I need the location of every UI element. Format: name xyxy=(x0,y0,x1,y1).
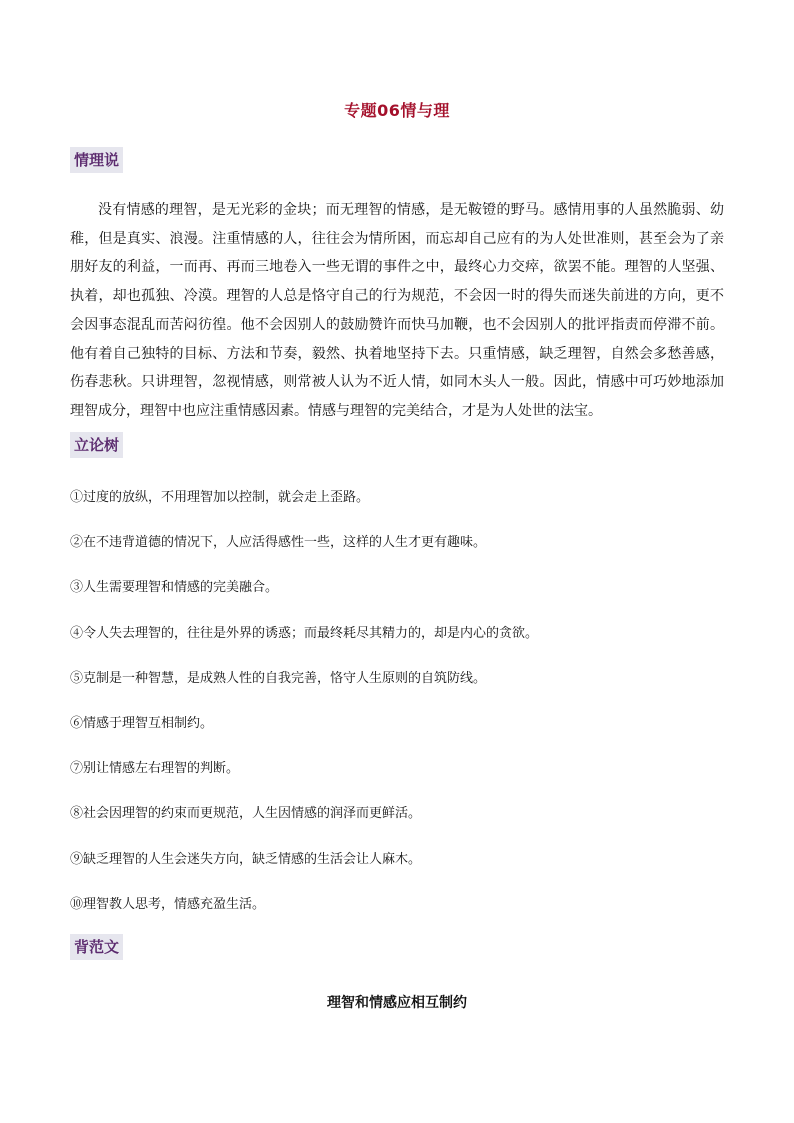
thesis-list xyxy=(70,488,730,940)
section-heading-thesis: 立论树 xyxy=(70,432,123,458)
thesis-item: ①过度的放纵，不用理智加以控制，就会走上歪路。 xyxy=(70,490,370,505)
page-title: 专题06情与理 xyxy=(344,101,450,120)
thesis-item: ⑤克制是一种智慧，是成熟人性的自我完善，恪守人生原则的自筑防线。 xyxy=(70,670,487,686)
thesis-item: ③人生需要理智和情感的完美融合。 xyxy=(70,580,279,596)
essay-title: 理智和情感应相互制约 xyxy=(327,995,467,1011)
thesis-item: ⑦别让情感左右理智的判断。 xyxy=(70,761,240,777)
thesis-item: ④令人失去理智的，往往是外界的诱惑；而最终耗尽其精力的，却是内心的贪欲。 xyxy=(70,625,539,641)
thesis-item: ⑧社会因理智的约束而更规范，人生因情感的润泽而更鲜活。 xyxy=(70,806,422,822)
thesis-item: ⑨缺乏理智的人生会迷失方向，缺乏情感的生活会让人麻木。 xyxy=(70,851,422,867)
thesis-item: ②在不违背道德的情况下，人应活得感性一些，这样的人生才更有趣味。 xyxy=(70,535,487,551)
thesis-item: ⑥情感于理智互相制约。 xyxy=(70,715,214,731)
section-heading-model-essay: 背范文 xyxy=(70,934,123,960)
section-heading-reasoning: 情理说 xyxy=(70,147,123,173)
thesis-item: ⑩理智教人思考，情感充盈生活。 xyxy=(70,896,266,912)
intro-paragraph: 没有情感的理智，是无光彩的金块；而无理智的情感，是无鞍镫的野马。感情用事的人虽然脆弱、幼稚，但是真实、浪漫。注重情感的人，往往会为情所困，而忘却自己应有的为人处世准则，甚至会为了亲朋好友的利益，一而再、再而三地卷入一些无谓的事件之中，最终心力交瘁，欲罢不能。理智的人坚强、执着，却也孤独、冷漠。理智的人总是恪守自己的行为规范，不会因一时的得失而迷失前进的方向，更不会因事态混乱而苦闷彷徨。他不会因别人的鼓励赞许而快马加鞭，也不会因别人的批评指责而停滞不前。他有着自己独特的目标、方法和节奏，毅然、执着地坚持下去。只重情感，缺乏理智，自然会多愁善感，伤春悲秋。只讲理智，忽视情感，则常被人认为不近人情，如同木头人一般。因此，情感中可巧妙地添加理智成分，理智中也应注重情感因素。情感与理智的完美结合，才是为人处世的法宝。 xyxy=(70,202,724,419)
